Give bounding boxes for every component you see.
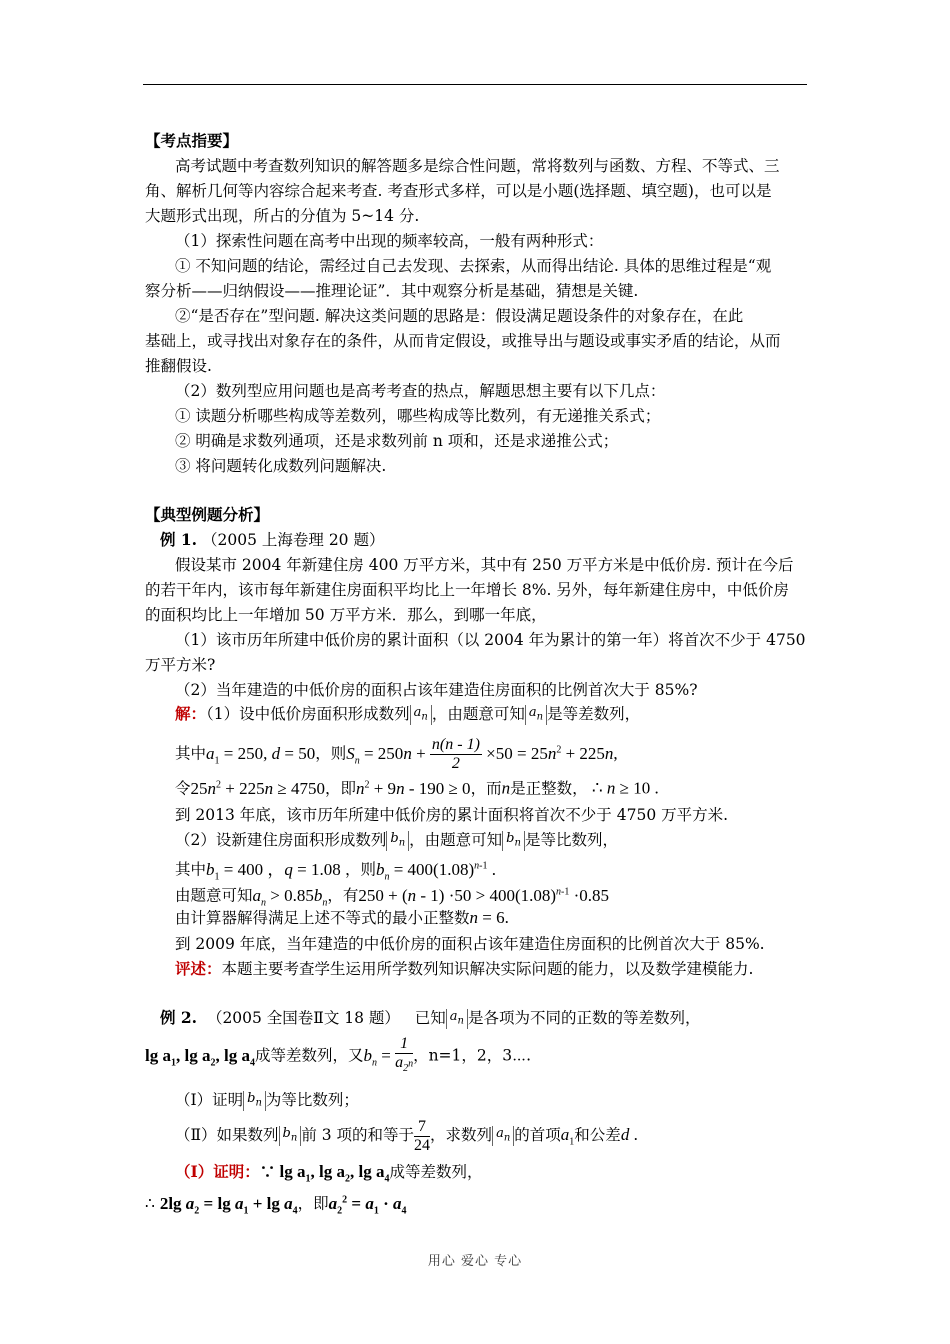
solution-line-6: 其中$b_1 = 400$ ，q = 1.08 ，则$b_n = 400(1.08)^{n-1}$ .	[175, 859, 496, 883]
fraction: $\frac{n(n - 1)}{2}$	[431, 736, 480, 773]
proof-label: （Ⅰ）证明：	[175, 1162, 260, 1181]
solution-line-8: 由计算器解得满足上述不等式的最小正整数n = 6.	[175, 908, 509, 927]
example-label: 例 2.	[160, 1008, 198, 1027]
formula: ∴ n ≥ 10 .	[587, 778, 659, 798]
example-2-line-2: $\lg a_1$, $\lg a_2$, $\lg a_4$成等差数列，又$b_n$ = $\frac{1}{a_{2^n}}$ ，n=1，2，3⋯.	[145, 1035, 531, 1081]
sequence-an: $a_n$	[446, 1009, 468, 1030]
formula: $b_n = 400(1.08)^{n-1}$ .	[375, 859, 496, 883]
formula: $\lg a_1$, $\lg a_2$, $\lg a_4$	[145, 1045, 255, 1068]
formula: n = 6.	[469, 908, 509, 927]
formula: d .	[620, 1125, 638, 1144]
sequence-an: $a_n$	[492, 1126, 514, 1147]
fraction: $\frac{1}{a_{2^n}}$	[395, 1035, 414, 1075]
paragraph-line: 到 2009 年底，当年建造的中低价房的面积占该年建造住房面积的比例首次大于 85%.	[175, 935, 765, 953]
paragraph-line: ① 读题分析哪些构成等差数列，哪些构成等比数列，有无递推关系式；	[175, 407, 661, 425]
paragraph-line: （1）该市历年所建中低价房的累计面积（以 2004 年为累计的第一年）将首次不少于 4750	[175, 631, 806, 649]
formula: $n^2 + 9n - 190 \ge 0$	[355, 778, 471, 798]
formula: $\lg a_1$, $\lg a_2$, $\lg a_4$	[275, 1162, 390, 1185]
review-line: 评述：本题主要考查学生运用所学数列知识解决实际问题的能力，以及数学建模能力.	[175, 959, 754, 978]
paragraph-line: ② 明确是求数列通项，还是求数列前 n 项和，还是求递推公式；	[175, 432, 619, 450]
formula: $S_n = 250n$ +	[346, 743, 430, 767]
formula: $25n^2 + 225n \ge 4750$	[190, 778, 325, 798]
example-label: 例 1.	[160, 530, 198, 549]
solution-line-5: （2）设新建住房面积形成数列 $b_n$ ，由题意可知 $b_n$ 是等比数列，	[175, 830, 618, 851]
example-source: （2005 全国卷Ⅱ文 18 题）	[206, 1009, 400, 1027]
paragraph-line: 基础上，或寻找出对象存在的条件，从而肯定假设，或推导出与题设或事实矛盾的结论，从而	[145, 332, 781, 350]
paragraph-line: 高考试题中考查数列知识的解答题多是综合性问题，常将数列与函数、方程、不等式、三	[175, 157, 780, 175]
sequence-bn: $b_n$	[502, 831, 525, 852]
solution-line-1: 解：（1）设中低价房面积形成数列 $a_n$ ，由题意可知 $a_n$ 是等差数列，	[175, 704, 640, 725]
paragraph-line: 的若干年内，该市每年新建住房面积平均比上一年增长 8%. 另外，每年新建住房中，中低价房	[145, 581, 789, 599]
formula: $b_1 = 400$ ，q = 1.08	[206, 859, 345, 883]
paragraph-line: 的面积均比上一年增加 50 万平方米．那么，到哪一年底，	[145, 606, 547, 624]
formula: $b_n$ =	[363, 1045, 396, 1068]
solution-label: 解：	[175, 704, 207, 723]
formula: n	[501, 778, 511, 798]
formula: $a_1 = 250$, d = 50	[206, 743, 316, 767]
formula: 2lg $a_2 = \lg a_1 + \lg a_4$	[159, 1193, 298, 1217]
formula: $a_2^2 = a_1 \cdot a_4$	[328, 1193, 407, 1217]
paragraph-line: 察分析——归纳假设——推理论证”．其中观察分析是基础，猜想是关键.	[145, 282, 639, 300]
formula: $250 + (n - 1) \cdot 50 > 400(1.08)^{n-1} \cdot 0.85$	[358, 885, 610, 905]
fraction: $\frac{7}{24}$	[414, 1117, 431, 1154]
paragraph-line: ②“是否存在”型问题. 解决这类问题的思路是：假设满足题设条件的对象存在，在此	[175, 307, 744, 325]
section-heading-key-points: 【考点指要】	[145, 131, 239, 150]
solution-line-2: 其中$a_1 = 250$, d = 50，则$S_n = 250n$ + $\frac{n(n - 1)}{2}$ $\times 50 = 25n^2 + 225n$,	[175, 736, 618, 773]
solution-line-7: 由题意可知$a_n > 0.85b_n$，有$250 + (n - 1) \cdot 50 > 400(1.08)^{n-1} \cdot 0.85$	[175, 885, 610, 909]
sequence-bn: $b_n$	[386, 831, 409, 852]
review-label: 评述：	[175, 959, 222, 978]
paragraph-line: （2）当年建造的中低价房的面积占该年建造住房面积的比例首次大于 85%?	[175, 681, 698, 699]
paragraph-line: （1）探索性问题在高考中出现的频率较高，一般有两种形式：	[175, 232, 604, 250]
paragraph-line: 假设某市 2004 年新建住房 400 万平方米，其中有 250 万平方米是中低价房. 预计在今后	[175, 556, 794, 574]
sequence-bn: $b_n$	[243, 1091, 266, 1112]
paragraph-line: 大题形式出现，所占的分值为 5~14 分.	[145, 207, 420, 225]
example-source: （2005 上海卷理 20 题）	[202, 531, 385, 549]
paragraph-line: （2）数列型应用问题也是高考考查的热点，解题思想主要有以下几点：	[175, 382, 666, 400]
paragraph-line: ③ 将问题转化成数列问题解决.	[175, 457, 387, 475]
sequence-bn: $b_n$	[279, 1126, 302, 1147]
page-footer: 用心 爱心 专心	[427, 1254, 523, 1269]
paragraph-line: 推翻假设.	[145, 357, 212, 375]
sequence-an: $a_n$	[525, 705, 547, 726]
formula: $\times 50 = 25n^2 + 225n$,	[481, 743, 618, 763]
paragraph-line: 角、解析几何等内容综合起来考查. 考查形式多样，可以是小题(选择题、填空题)，也可以是	[145, 182, 772, 200]
paragraph-line: ① 不知问题的结论，需经过自己去发现、去探索，从而得出结论. 具体的思维过程是“观	[175, 257, 772, 275]
paragraph-line: 到 2013 年底，该市历年所建中低价房的累计面积将首次不少于 4750 万平方米.	[175, 806, 729, 824]
example-2-line-1: 例 2. （2005 全国卷Ⅱ文 18 题） 已知 $a_n$ 是各项为不同的正数的等差数列，	[160, 1008, 700, 1029]
sequence-an: $a_n$	[410, 705, 432, 726]
solution-line-3: 令$25n^2 + 225n \ge 4750$，即$n^2 + 9n - 190 \ge 0$，而n是正整数， ∴ n ≥ 10 .	[175, 778, 659, 798]
example-1-heading	[160, 530, 384, 550]
formula: $a_1$	[560, 1125, 575, 1148]
proof-line-1: （Ⅰ）证明：∵ $\lg a_1$, $\lg a_2$, $\lg a_4$成等差数列，	[175, 1162, 483, 1185]
proof-line-2: ∴ 2lg $a_2 = \lg a_1 + \lg a_4$，即$a_2^2 = a_1 \cdot a_4$	[145, 1193, 407, 1217]
example-2-part-1: （Ⅰ）证明 $b_n$ 为等比数列；	[175, 1090, 359, 1111]
section-heading-examples: 【典型例题分析】	[145, 505, 270, 524]
top-rule	[143, 84, 807, 85]
example-2-part-2: （Ⅱ）如果数列 $b_n$ 前 3 项的和等于 $\frac{7}{24}$ ，求数列 $a_n$ 的首项$a_1$和公差d .	[175, 1117, 638, 1154]
paragraph-line: 万平方米?	[145, 656, 216, 674]
formula: $a_n > 0.85b_n$	[252, 885, 328, 909]
